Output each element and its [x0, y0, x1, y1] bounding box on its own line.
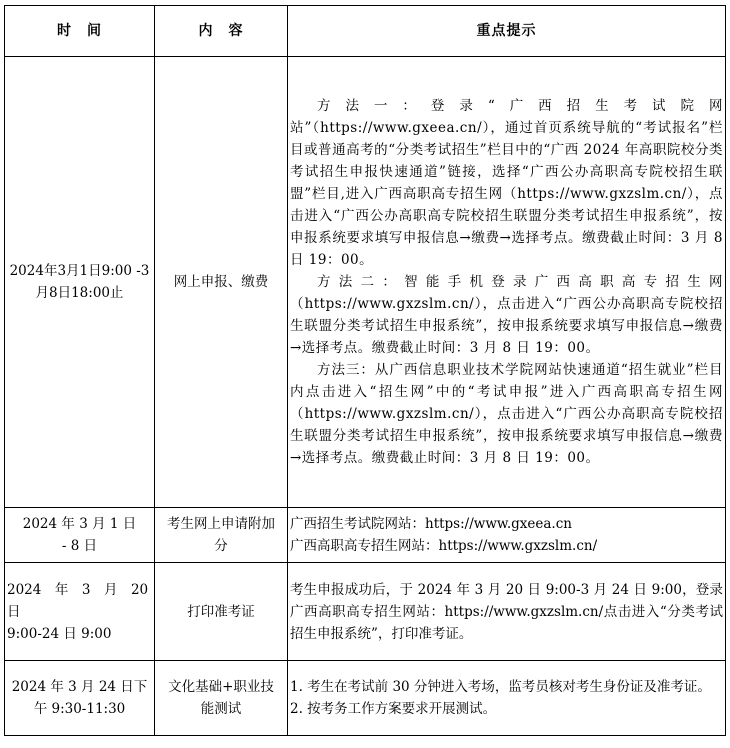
- tips-cell: [288, 661, 726, 736]
- content-line: 网上申报、缴费: [173, 274, 269, 290]
- content-line: 考生网上申请附加: [167, 516, 275, 532]
- time-line: 2024年3月1日9:00 -3: [9, 263, 150, 279]
- content-line: 打印准考证: [187, 603, 255, 620]
- time-line: 2024 年 3 月 24 日下: [11, 679, 148, 695]
- header-content: 内 容: [155, 6, 288, 57]
- table-row: [5, 508, 726, 563]
- table-row: [5, 57, 726, 508]
- header-tips: 重点提示: [288, 6, 726, 57]
- content-line: 文化基础+职业技: [168, 679, 274, 695]
- content-cell: [155, 508, 288, 563]
- method-one: 方法一：登录“广西招生考试院网站”（https://www.gxeea.cn/），通过首页系统导航的“考试报名”栏目或普通高考的“分类考试招生”栏目中的“广西 2024 年高职院校分类考试招生申报快速通道”链接，选择“广西公办高职高专院校招生联盟”栏目,进入广西高职高专招生网（https://www.gxzslm.cn/），点击进入“广西公办高职高专院校招生联盟分类考试招生申报系统”，按申报系统要求填写申报信息→缴费→选择考点。缴费截止时间：3 月 8 日 19：00。: [290, 98, 723, 268]
- time-line: 9:00-24 日 9:00: [7, 625, 112, 642]
- content-line: 能测试: [200, 701, 242, 717]
- table-row: [5, 661, 726, 736]
- time-cell: [5, 57, 155, 508]
- content-cell: [155, 57, 288, 508]
- time-line: 月8日18:00止: [35, 285, 124, 301]
- time-cell: [5, 661, 155, 736]
- table-row: [5, 563, 726, 661]
- time-line: 2024 年 3 月 20 日: [7, 581, 162, 620]
- print-ticket-tip: 考生申报成功后，于 2024 年 3 月 20 日 9:00-3 月 24 日 9:00，登录广西高职高专招生网站：https://www.gxzslm.cn/点击进入“分类考试招生申报系统”，打印准考证。: [290, 581, 723, 642]
- header-row: [5, 6, 726, 57]
- content-line: 分: [214, 538, 228, 554]
- time-cell: [5, 508, 155, 563]
- tips-cell: [288, 57, 726, 508]
- time-line: 午 9:30-11:30: [33, 701, 126, 717]
- exam-rule-1: 1. 考生在考试前 30 分钟进入考场，监考员核对考生身份证及准考证。: [290, 679, 711, 695]
- content-cell: [155, 661, 288, 736]
- tips-cell: [288, 508, 726, 563]
- header-time: 时 间: [5, 6, 155, 57]
- exam-rule-2: 2. 按考务工作方案要求开展测试。: [290, 701, 497, 717]
- time-cell: [5, 563, 162, 661]
- content-cell: [155, 563, 288, 661]
- tips-cell: [288, 563, 726, 661]
- method-three: 方法三：从广西信息职业技术学院网站快速通道“招生就业”栏目内点击进入“招生网”中的“考试申报”进入广西高职高专招生网（https://www.gxzslm.cn/），点击进入“广西公办高职高专院校招生联盟分类考试招生申报系统”，按申报系统要求填写申报信息→缴费→选择考点。缴费截止时间：3 月 8 日 19：00。: [290, 362, 723, 466]
- exam-schedule-table: [4, 5, 726, 736]
- time-line: - 8 日: [61, 538, 98, 554]
- gxeea-website: 广西招生考试院网站：https://www.gxeea.cn: [290, 516, 572, 532]
- gxzslm-website: 广西高职高专招生网站：https://www.gxzslm.cn/: [290, 538, 598, 554]
- method-two: 方法二：智能手机登录广西高职高专招生网（https://www.gxzslm.cn/），点击进入“广西公办高职高专院校招生联盟分类考试招生申报系统”，按申报系统要求填写申报信息→缴费→选择考点。缴费截止时间：3 月 8 日 19：00。: [290, 274, 723, 356]
- time-line: 2024 年 3 月 1 日: [22, 516, 137, 532]
